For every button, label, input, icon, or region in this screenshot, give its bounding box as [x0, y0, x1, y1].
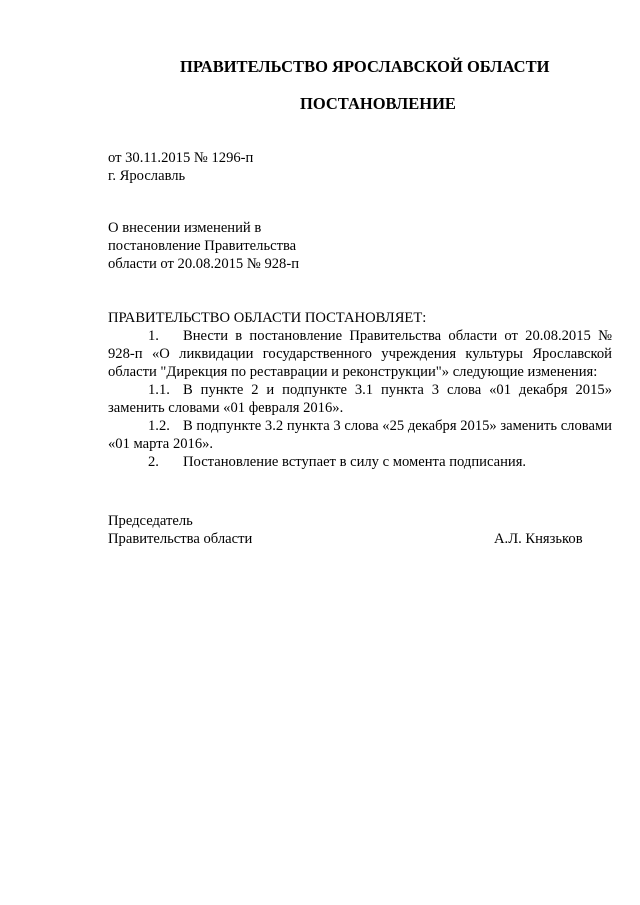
item-text: Постановление вступает в силу с момента подписания. — [183, 454, 527, 470]
item-1-2 — [108, 417, 612, 453]
subject-line: области от 20.08.2015 № 928-п — [108, 256, 300, 272]
org-title: ПРАВИТЕЛЬСТВО ЯРОСЛАВСКОЙ ОБЛАСТИ — [180, 57, 550, 76]
subject-line: О внесении изменений в — [108, 220, 262, 236]
item-number: 1. — [148, 328, 159, 344]
item-text: В пункте 2 и подпункте 3.1 пункта 3 слова «01 декабря 2015» заменить словами «01 февраля 2016». — [108, 382, 612, 416]
subject-line: постановление Правительства — [108, 238, 297, 254]
item-number: 1.1. — [148, 382, 170, 398]
item-text: В подпункте 3.2 пункта 3 слова «25 декабря 2015» заменить словами «01 марта 2016». — [108, 418, 612, 452]
document-body — [108, 309, 612, 471]
preamble: ПРАВИТЕЛЬСТВО ОБЛАСТИ ПОСТАНОВЛЯЕТ: — [108, 310, 427, 326]
item-text: Внести в постановление Правительства области от 20.08.2015 № 928-п «О ликвидации государственного учреждения культуры Ярославской области "Дирекция по реставрации и реконструкции"» следующие изменения: — [108, 328, 612, 380]
date-number: от 30.11.2015 № 1296-п — [108, 150, 254, 166]
item-1-1 — [108, 381, 612, 417]
item-number: 1.2. — [148, 418, 170, 434]
city: г. Ярославль — [108, 168, 186, 184]
doc-type-title: ПОСТАНОВЛЕНИЕ — [300, 94, 456, 113]
item-number: 2. — [148, 454, 159, 470]
signature-name: А.Л. Князьков — [494, 531, 583, 547]
item-1 — [108, 327, 612, 381]
subject — [108, 219, 299, 273]
signature-title-2: Правительства области — [108, 531, 253, 547]
signature-title-1: Председатель — [108, 513, 193, 529]
item-2 — [108, 453, 612, 471]
